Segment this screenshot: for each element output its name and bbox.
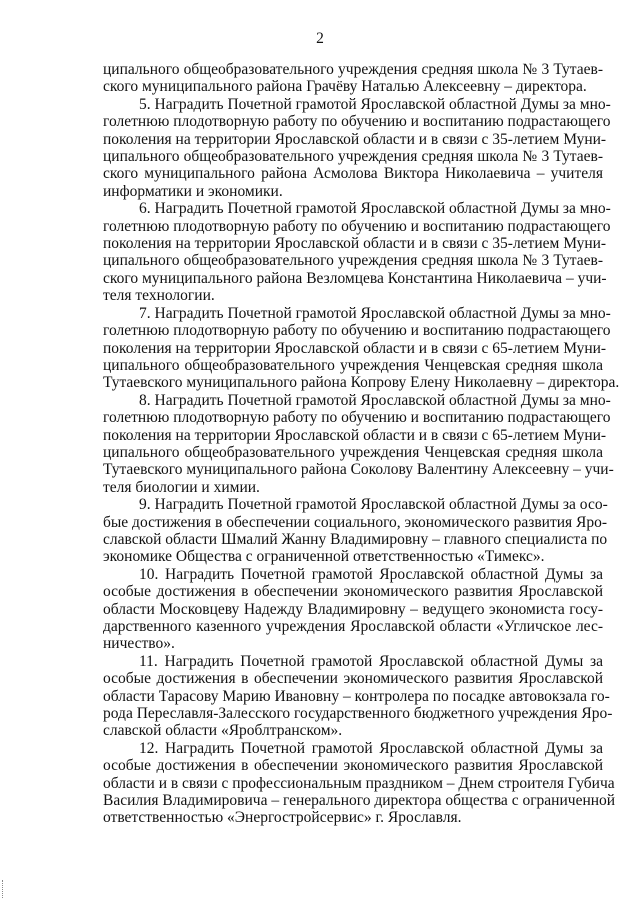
- paragraph-first-line: 5. Наградить Почетной грамотой Ярославской областной Думы за мно-: [139, 95, 611, 113]
- text-line: поколения на территории Ярославской области и в связи с 35-летием Муни-: [103, 235, 607, 253]
- text-line: дарственного казенного учреждения Ярославской области «Угличское лес-: [103, 618, 603, 635]
- text-line: ципального общеобразовательного учреждения Ченцевская средняя школа: [103, 443, 603, 461]
- paragraph-first-line: 11. Наградить Почетной грамотой Ярославской областной Думы за: [139, 652, 603, 670]
- text-line: бые достижения в обеспечении социального, экономического развития Яро-: [103, 513, 608, 531]
- text-line: Тутаевского муниципального района Копрову Елену Николаевну – директора.: [103, 374, 620, 392]
- text-line: теля технологии.: [103, 287, 215, 305]
- text-line: информатики и экономики.: [103, 182, 283, 200]
- text-line: ципального общеобразовательного учреждения Ченцевская средняя школа: [103, 356, 603, 374]
- paragraph-first-line: 12. Наградить Почетной грамотой Ярославской областной Думы за: [139, 739, 603, 757]
- text-line: особые достижения в обеспечении экономического развития Ярославской: [103, 757, 603, 775]
- text-line: области Московцеву Надежду Владимировну – ведущего экономиста госу-: [103, 600, 603, 618]
- scan-margin-mark: [2, 880, 4, 898]
- text-line: особые достижения в обеспечении экономического развития Ярославской: [103, 670, 603, 688]
- text-line: ничество».: [103, 635, 175, 653]
- text-line: экономике Общества с ограниченной ответственностью «Тимекс».: [103, 548, 545, 566]
- text-line: славской области Шмалий Жанну Владимировну – главного специалиста по: [103, 530, 608, 548]
- paragraph-first-line: 9. Наградить Почетной грамотой Ярославской областной Думы за осо-: [139, 496, 608, 514]
- text-line: рода Переславля-Залесского государственного бюджетного учреждения Яро-: [103, 705, 613, 723]
- paragraph-first-line: 6. Наградить Почетной грамотой Ярославской областной Думы за мно-: [139, 200, 611, 218]
- text-line: ципального общеобразовательного учреждения средняя школа № 3 Тутаев-: [103, 148, 603, 166]
- text-line: ского муниципального района Асмолова Виктора Николаевича – учителя: [103, 165, 603, 183]
- text-line: поколения на территории Ярославской области и в связи с 65-летием Муни-: [103, 339, 607, 357]
- text-line: Тутаевского муниципального района Соколову Валентину Алексеевну – учи-: [103, 461, 614, 479]
- text-line: славской области «Яроблтранском».: [103, 722, 343, 740]
- text-line: области Тарасову Марию Ивановну – контролера по посадке автовокзала го-: [103, 687, 610, 705]
- paragraph-first-line: 8. Наградить Почетной грамотой Ярославской областной Думы за мно-: [139, 391, 611, 409]
- text-line: голетнюю плодотворную работу по обучению и воспитанию подрастающего: [103, 409, 611, 427]
- text-line: Василия Владимировича – генерального директора общества с ограниченной: [103, 792, 616, 810]
- document-body: [103, 61, 620, 827]
- text-line: голетнюю плодотворную работу по обучению и воспитанию подрастающего: [103, 217, 611, 235]
- text-line: ского муниципального района Везломцева Константина Николаевича – учи-: [103, 269, 607, 287]
- text-line: особые достижения в обеспечении экономического развития Ярославской: [103, 583, 603, 601]
- text-line: ципального общеобразовательного учреждения средняя школа № 3 Тутаев-: [103, 61, 603, 78]
- text-line: голетнюю плодотворную работу по обучению и воспитанию подрастающего: [103, 322, 611, 340]
- page-number: 2: [316, 30, 324, 47]
- text-line: голетнюю плодотворную работу по обучению и воспитанию подрастающего: [103, 113, 611, 131]
- text-line: ского муниципального района Грачёву Наталью Алексеевну – директора.: [103, 78, 587, 96]
- text-line: теля биологии и химии.: [103, 478, 260, 496]
- text-line: поколения на территории Ярославской области и в связи с 35-летием Муни-: [103, 130, 607, 148]
- paragraph-first-line: 7. Наградить Почетной грамотой Ярославской областной Думы за мно-: [139, 304, 611, 322]
- text-line: ответственностью «Энергостройсервис» г. Ярославля.: [103, 809, 462, 827]
- text-line: поколения на территории Ярославской области и в связи с 65-летием Муни-: [103, 426, 607, 444]
- text-line: области и в связи с профессиональным праздником – Днем строителя Губича: [103, 774, 615, 792]
- paragraph-first-line: 10. Наградить Почетной грамотой Ярославской областной Думы за: [139, 565, 603, 583]
- text-line: ципального общеобразовательного учреждения средняя школа № 3 Тутаев-: [103, 252, 603, 270]
